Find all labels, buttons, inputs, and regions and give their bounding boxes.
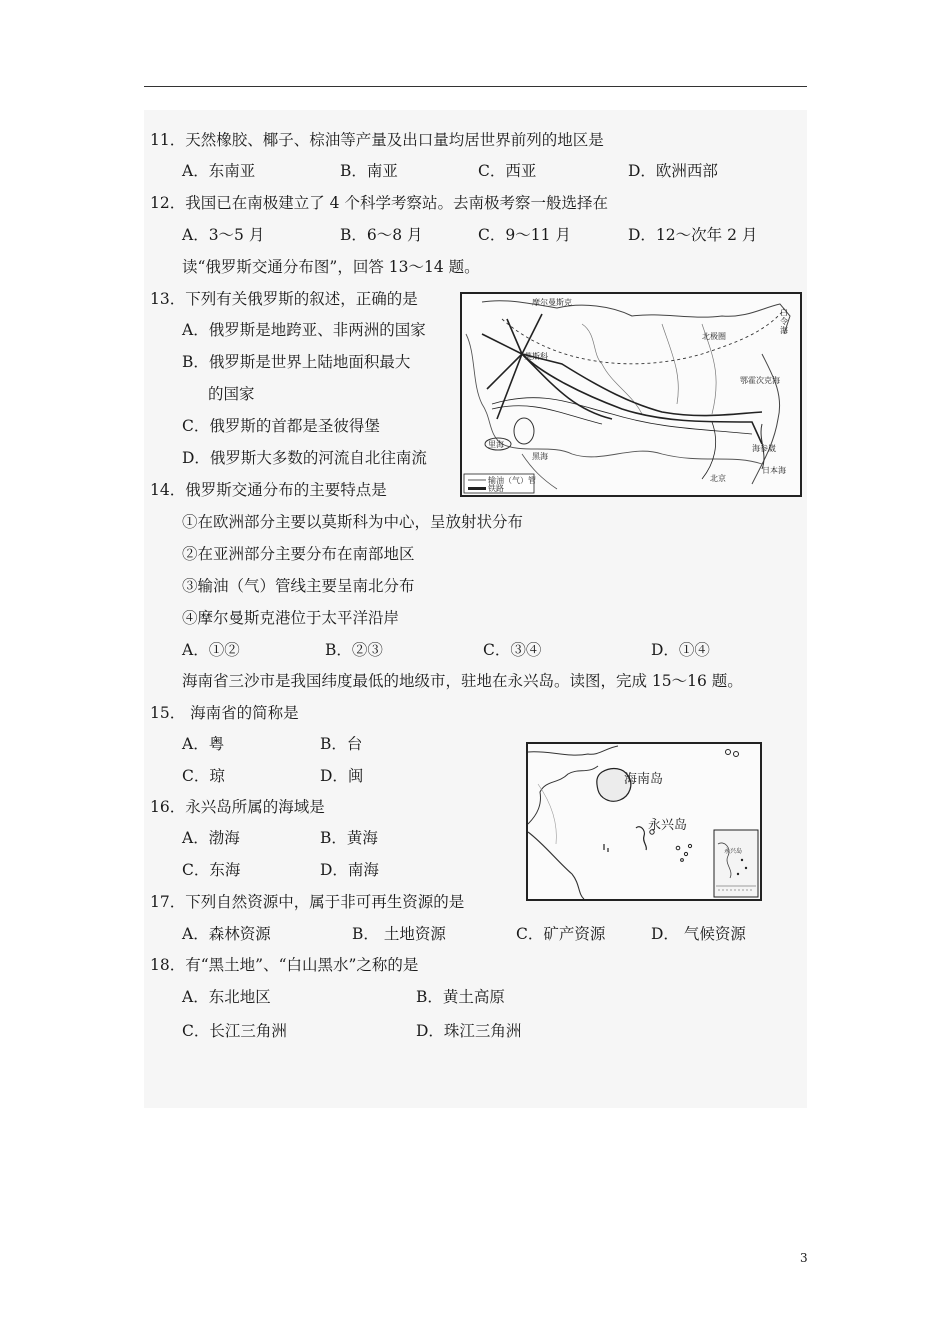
q18-option-c: C．长江三角洲 xyxy=(182,1022,287,1040)
q17-option-d: D． 气候资源 xyxy=(651,925,746,943)
q13-option-b: B．俄罗斯是世界上陆地面积最大 xyxy=(182,353,411,371)
q14-option-d: D．①④ xyxy=(651,641,710,659)
label-bering-sea: 白令海 xyxy=(780,308,788,335)
q14-option-b: B．②③ xyxy=(325,641,383,659)
header-rule xyxy=(144,86,807,87)
q11-option-b: B．南亚 xyxy=(340,162,398,180)
q13-option-d: D．俄罗斯大多数的河流自北往南流 xyxy=(182,449,427,467)
q12-option-a: A．3～5 月 xyxy=(182,226,265,244)
q11-option-c: C．西亚 xyxy=(478,162,537,180)
q14-option-a: A．①② xyxy=(182,641,240,659)
q18-option-b: B．黄土高原 xyxy=(416,988,505,1006)
label-beijing: 北京 xyxy=(710,474,726,483)
q12-option-d: D．12～次年 2 月 xyxy=(628,226,758,244)
inset-label-yongxing: 永兴岛 xyxy=(724,848,743,855)
label-black-sea: 黑海 xyxy=(532,452,548,461)
label-arctic-circle: 北极圈 xyxy=(702,332,726,341)
q11-stem: 11．天然橡胶、椰子、棕油等产量及出口量均居世界前列的地区是 xyxy=(150,131,604,149)
russia-transport-map xyxy=(460,292,802,497)
q11-option-d: D．欧洲西部 xyxy=(628,162,718,180)
q14-option-c: C．③④ xyxy=(483,641,542,659)
q16-option-c: C．东海 xyxy=(182,861,241,879)
q13-option-c: C．俄罗斯的首都是圣彼得堡 xyxy=(182,417,380,435)
q18-stem: 18．有“黑土地”、“白山黑水”之称的是 xyxy=(150,956,419,974)
label-murmansk: 摩尔曼斯克 xyxy=(532,298,572,307)
intro-15-16: 海南省三沙市是我国纬度最低的地级市，驻地在永兴岛。读图，完成 15～16 题。 xyxy=(182,672,743,690)
q15-option-a: A．粤 xyxy=(182,735,225,753)
label-caspian-sea: 里海 xyxy=(488,440,504,449)
q18-option-a: A．东北地区 xyxy=(182,988,271,1006)
q14-stem: 14．俄罗斯交通分布的主要特点是 xyxy=(150,481,387,499)
q12-option-b: B．6～8 月 xyxy=(340,226,423,244)
label-moscow: 莫斯科 xyxy=(524,352,548,361)
q15-option-c: C．琼 xyxy=(182,767,225,785)
russia-map-drawing xyxy=(462,294,800,495)
legend-pipeline: 输油（气）管 xyxy=(488,476,536,485)
label-yongxing-island: 永兴岛 xyxy=(648,818,688,833)
q17-option-b: B． 土地资源 xyxy=(352,925,446,943)
q15-option-b: B．台 xyxy=(320,735,363,753)
q17-option-c: C．矿产资源 xyxy=(516,925,606,943)
q13-option-b-continued: 的国家 xyxy=(208,385,255,403)
q18-option-d: D．珠江三角洲 xyxy=(416,1022,522,1040)
q17-stem: 17．下列自然资源中，属于非可再生资源的是 xyxy=(150,893,465,911)
intro-13-14: 读“俄罗斯交通分布图”，回答 13～14 题。 xyxy=(182,258,480,276)
q14-statement-2: ②在亚洲部分主要分布在南部地区 xyxy=(182,545,415,563)
q16-option-b: B．黄海 xyxy=(320,829,378,847)
q11-option-a: A．东南亚 xyxy=(182,162,256,180)
label-vladivostok: 海参崴 xyxy=(752,444,776,453)
q14-statement-4: ④摩尔曼斯克港位于太平洋沿岸 xyxy=(182,609,400,627)
legend-railway: 铁路 xyxy=(488,484,504,493)
q13-option-a: A．俄罗斯是地跨亚、非两洲的国家 xyxy=(182,321,426,339)
q16-option-a: A．渤海 xyxy=(182,829,240,847)
hainan-map-drawing xyxy=(528,744,760,899)
q14-statement-3: ③输油（气）管线主要呈南北分布 xyxy=(182,577,415,595)
q15-stem: 15． 海南省的简称是 xyxy=(150,704,299,722)
page-number: 3 xyxy=(800,1251,808,1265)
q12-stem: 12．我国已在南极建立了 4 个科学考察站。去南极考察一般选择在 xyxy=(150,194,608,212)
q16-stem: 16．永兴岛所属的海域是 xyxy=(150,798,325,816)
hainan-yongxing-map xyxy=(526,742,762,901)
q12-option-c: C．9～11 月 xyxy=(478,226,571,244)
q16-option-d: D．南海 xyxy=(320,861,379,879)
label-okhotsk-sea: 鄂霍次克海 xyxy=(740,376,780,385)
q14-statement-1: ①在欧洲部分主要以莫斯科为中心，呈放射状分布 xyxy=(182,513,524,531)
label-sea-of-japan: 日本海 xyxy=(762,466,786,475)
q15-option-d: D．闽 xyxy=(320,767,364,785)
label-hainan-island: 海南岛 xyxy=(624,772,664,787)
q17-option-a: A．森林资源 xyxy=(182,925,271,943)
q13-stem: 13．下列有关俄罗斯的叙述，正确的是 xyxy=(150,290,418,308)
